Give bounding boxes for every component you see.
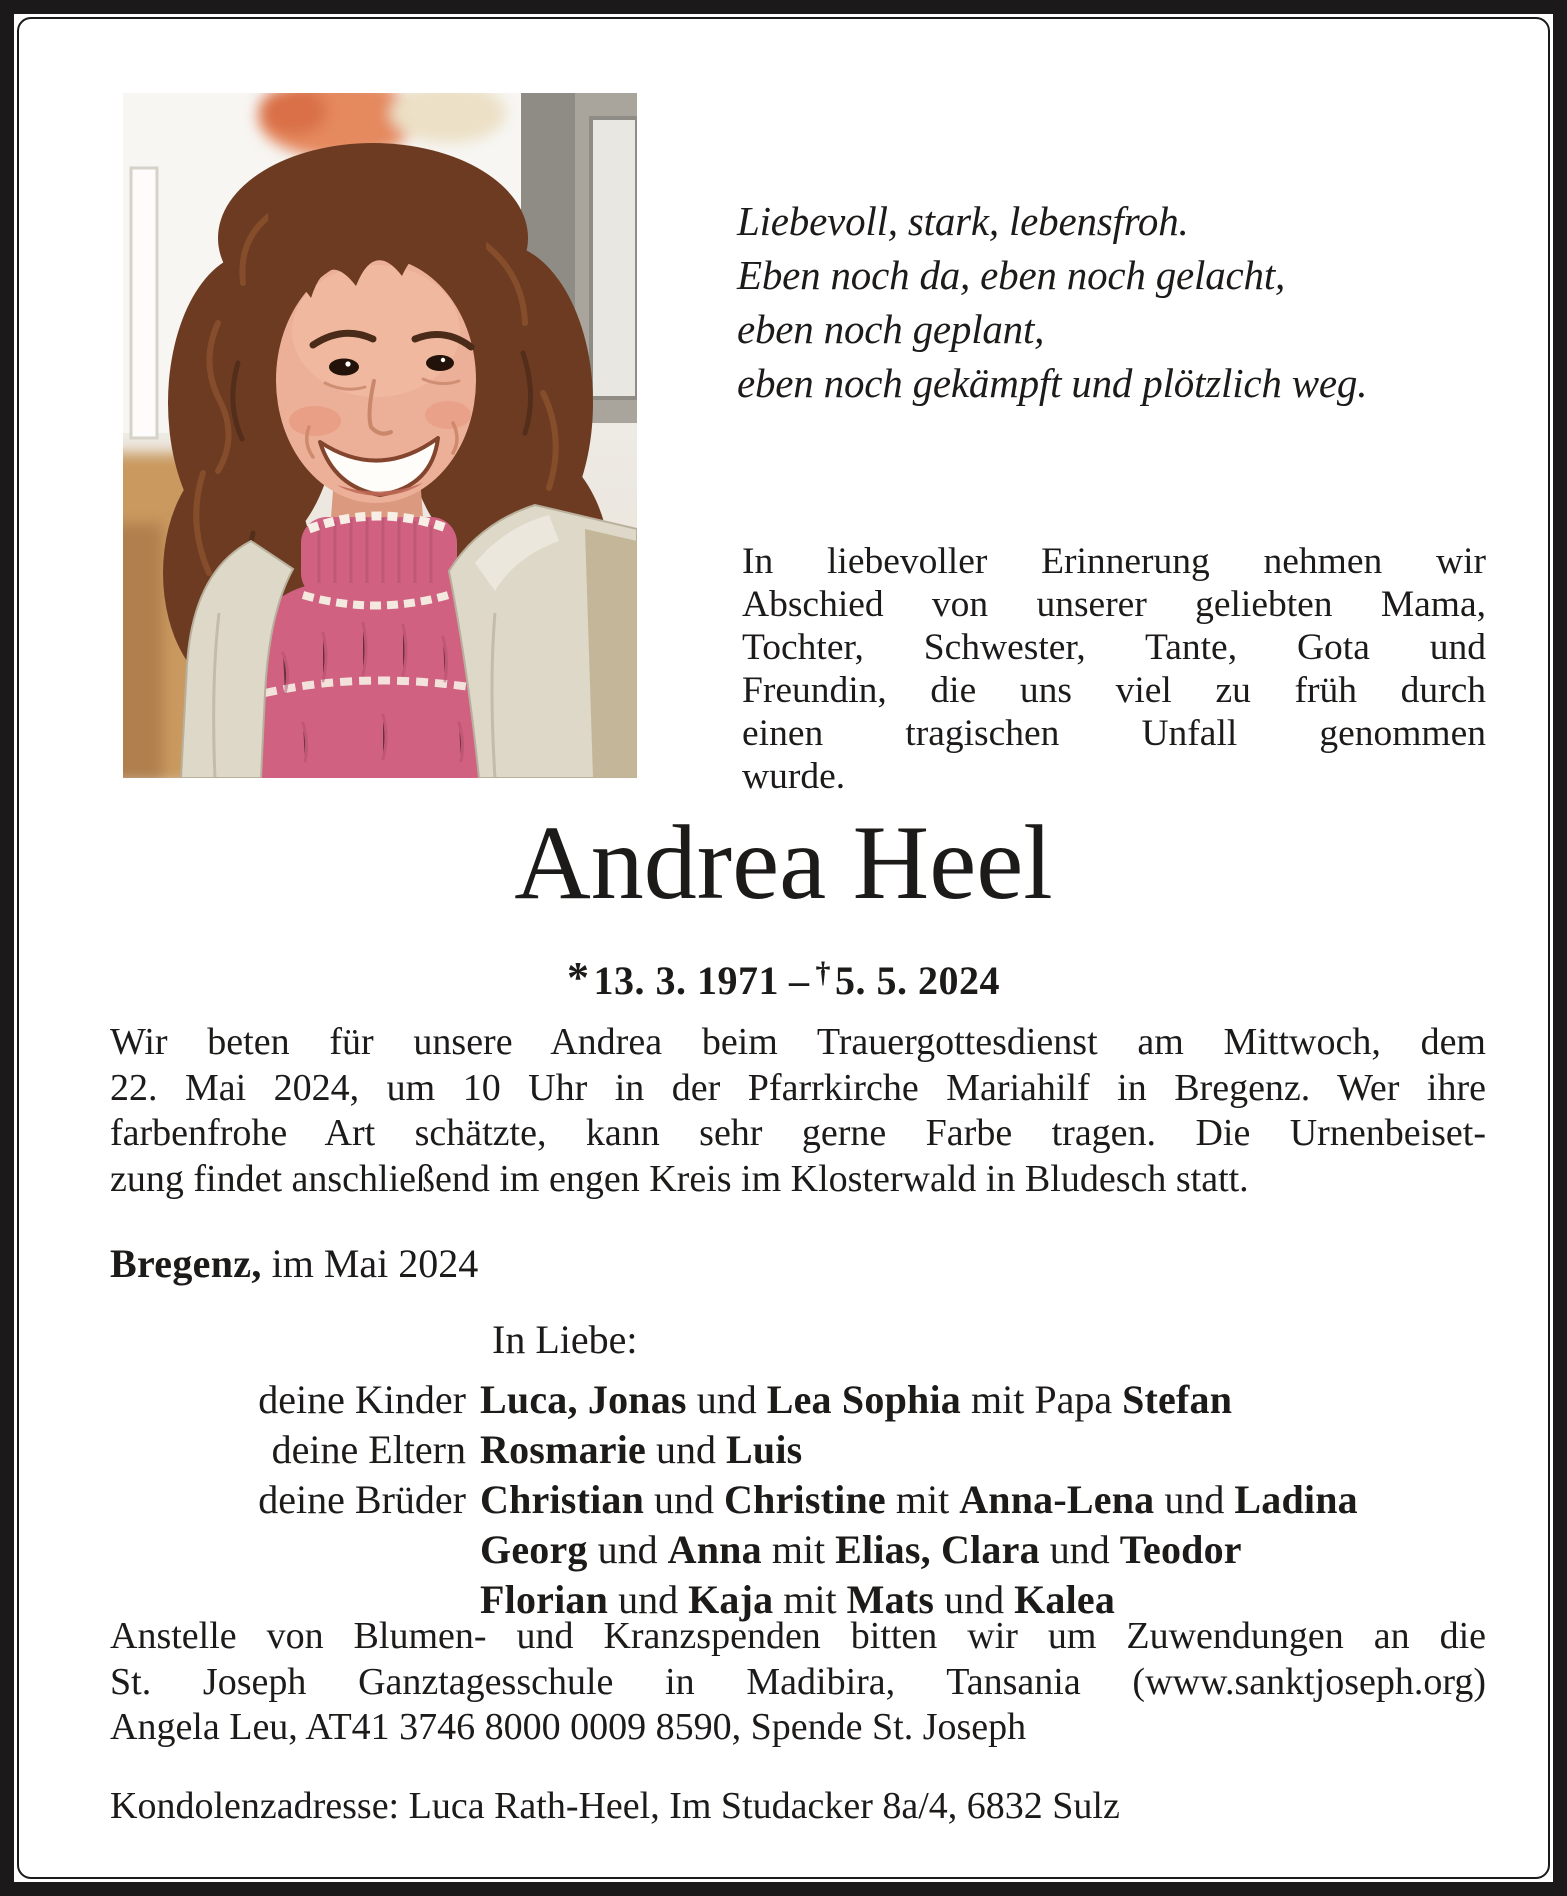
- text-line: Eben noch da, eben noch gelacht,: [737, 252, 1286, 298]
- text-line: Freundin, die uns viel zu früh durch: [742, 670, 1486, 711]
- family-names: Georg und Anna mit Elias, Clara und Teodor: [480, 1527, 1242, 1572]
- place-name: Bregenz,: [110, 1241, 262, 1286]
- deceased-name: Andrea Heel: [514, 804, 1053, 921]
- family-relation-label: [110, 1525, 480, 1575]
- family-row: [110, 1425, 1500, 1475]
- place-date-line: [110, 1240, 478, 1287]
- family-row: [110, 1375, 1500, 1425]
- birth-star-icon: *: [567, 953, 590, 1002]
- text-line: In liebevoller Erinnerung nehmen wir: [742, 541, 1486, 582]
- family-relation-label: deine Kinder: [258, 1377, 466, 1422]
- text-line: Tochter, Schwester, Tante, Gota und: [742, 627, 1486, 668]
- text-line: Angela Leu, AT41 3746 8000 0009 8590, Spende St. Joseph: [110, 1706, 1027, 1748]
- family-relation-label: deine Brüder: [258, 1477, 466, 1522]
- portrait-photo: [123, 93, 637, 778]
- family-names: Christian und Christine mit Anna-Lena und Ladina: [480, 1477, 1358, 1522]
- text-line: Anstelle von Blumen- und Kranzspenden bitten wir um Zuwendungen an die: [110, 1615, 1486, 1657]
- epigraph-poem: [737, 194, 1467, 410]
- text-line: eben noch gekämpft und plötzlich weg.: [737, 360, 1368, 406]
- donation-paragraph: [110, 1614, 1486, 1751]
- service-paragraph: [110, 1020, 1486, 1202]
- family-row: [110, 1475, 1500, 1525]
- birth-date: 13. 3. 1971: [593, 958, 779, 1003]
- family-relation-label: deine Eltern: [271, 1427, 466, 1472]
- death-cross-icon: †: [815, 956, 831, 989]
- text-line: wurde.: [742, 756, 846, 797]
- text-line: farbenfrohe Art schätzte, kann sehr gerne Farbe tragen. Die Urnenbeiset-: [110, 1112, 1486, 1154]
- memorial-paragraph: [742, 540, 1486, 798]
- forehead-highlight: [292, 265, 460, 397]
- family-names: Luca, Jonas und Lea Sophia mit Papa Stefan: [480, 1377, 1233, 1422]
- dates-separator: –: [789, 958, 810, 1003]
- text-line: Wir beten für unsere Andrea beim Trauergottesdienst am Mittwoch, dem: [110, 1021, 1486, 1063]
- death-date: 5. 5. 2024: [835, 958, 1000, 1003]
- condolence-address: Kondolenzadresse: Luca Rath-Heel, Im Studacker 8a/4, 6832 Sulz: [110, 1785, 1120, 1827]
- text-line: zung findet anschließend im engen Kreis im Klosterwald in Bludesch statt.: [110, 1157, 1249, 1200]
- text-line: St. Joseph Ganztagesschule in Madibira, Tansania (www.sanktjoseph.org): [110, 1660, 1486, 1703]
- family-names: Rosmarie und Luis: [480, 1427, 803, 1472]
- text-line: Abschied von unserer geliebten Mama,: [742, 584, 1486, 625]
- text-line: eben noch geplant,: [737, 306, 1045, 352]
- family-row: [110, 1525, 1500, 1575]
- text-line: 22. Mai 2024, um 10 Uhr in der Pfarrkirche Mariahilf in Bregenz. Wer ihre: [110, 1066, 1486, 1109]
- family-list: [110, 1375, 1500, 1625]
- text-line: einen tragischen Unfall genommen: [742, 713, 1486, 754]
- in-love-label: In Liebe:: [492, 1317, 638, 1362]
- family-names: Florian und Kaja mit Mats und Kalea: [480, 1577, 1116, 1622]
- place-date: im Mai 2024: [261, 1241, 479, 1286]
- text-line: Liebevoll, stark, lebensfroh.: [737, 198, 1189, 244]
- life-dates: [0, 952, 1567, 1004]
